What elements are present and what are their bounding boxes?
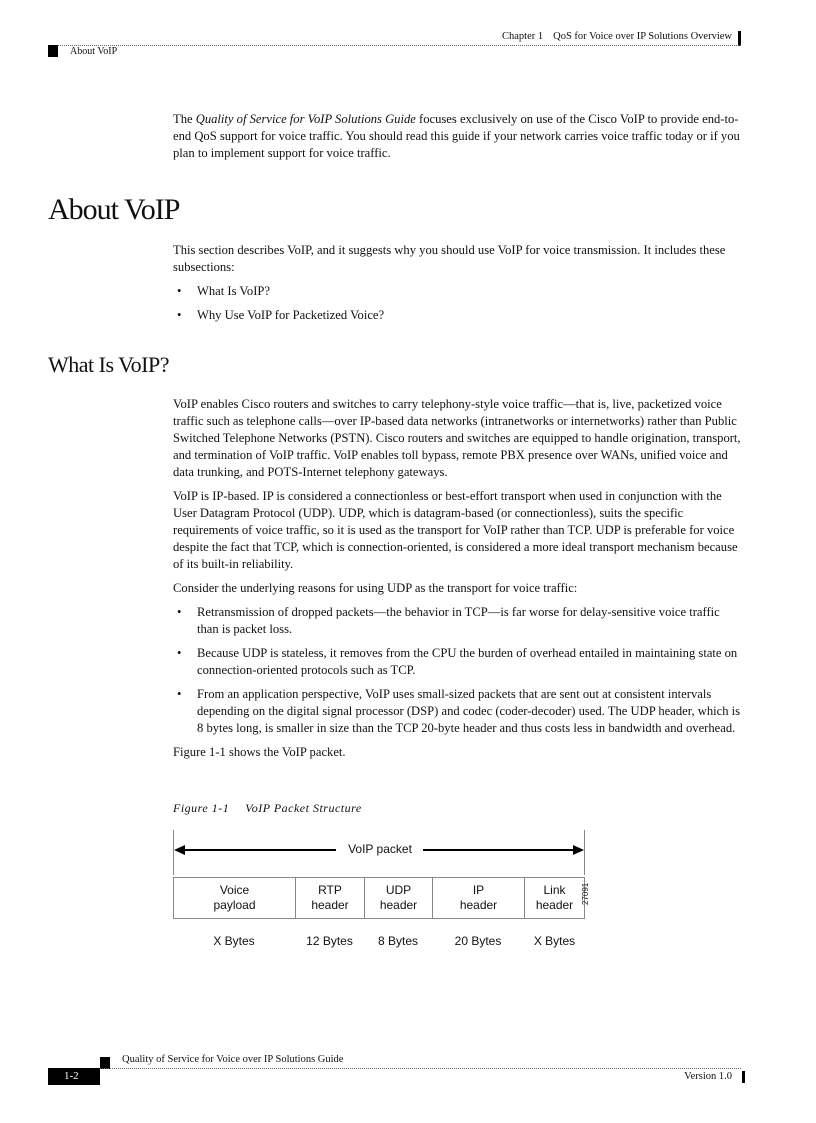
list-item: • From an application perspective, VoIP uses small-sized packets that are sent out at consistent intervals depending on the digital signal processor (DSP) and codec (coder-decoder) used. The UDP header, which is 8 bytes long, is smaller in size than the TCP 20-byte header and thus costs less in bandwidth and overhead.: [173, 686, 743, 737]
figure-caption: [173, 801, 362, 816]
section-header: About VoIP: [70, 46, 118, 57]
figure-id: 27091: [581, 882, 590, 905]
intro-post: focuses exclusively on use of the Cisco VoIP to provide end-to-end QoS support for voice traffic. You should read this guide if your network carries voice traffic today or if you plan to implement support for voice traffic.: [173, 112, 740, 160]
paragraph: Consider the underlying reasons for using UDP as the transport for voice traffic:: [173, 581, 578, 595]
cell-line: header: [459, 898, 498, 912]
intro-paragraph: [173, 111, 743, 169]
paragraph: VoIP is IP-based. IP is considered a connectionless or best-effort transport when used in conjunction with the User Datagram Protocol (UDP). UDP, which is datagram-based (or connectionless), suits the specific requirements of voice traffic, so it is used as the transport for VoIP rather than TCP. UDP is preferable for voice despite the fact that TCP, which is connection-oriented, is considered a more ideal transport mechanism because of its built-in reliability.: [173, 489, 738, 571]
bytes-label: 20 Bytes: [454, 934, 502, 948]
list-item: • Because UDP is stateless, it removes from the CPU the burden of overhead entailed in maintaining state on connection-oriented protocols such as TCP.: [173, 645, 743, 679]
footer-bar: [742, 1071, 745, 1083]
voip-packet-diagram: [173, 830, 613, 960]
packet-label: VoIP packet: [348, 842, 412, 856]
list-item: • What Is VoIP?: [173, 283, 743, 300]
cell-line: header: [379, 898, 418, 912]
about-text: This section describes VoIP, and it suggests why you should use VoIP for voice transmission. It includes these subsections:: [173, 243, 726, 274]
about-section: [173, 242, 743, 331]
figure-number: Figure 1-1: [173, 801, 230, 815]
cell-voice-payload: [173, 877, 295, 919]
cell-link-header: [524, 877, 585, 919]
paragraph: Figure 1-1 shows the VoIP packet.: [173, 745, 346, 759]
heading-about-voip: About VoIP: [48, 193, 180, 226]
cell-line: header: [311, 898, 349, 912]
header-marker: [48, 45, 58, 57]
header-rule: [48, 45, 741, 46]
bytes-label: X Bytes: [533, 934, 576, 948]
paragraph: VoIP enables Cisco routers and switches to carry telephony-style voice traffic—that is, live, packetized voice traffic such as telephone calls—over IP-based data networks (intranetworks or internetworks) rather than Public Switched Telephone Networks (PSTN). Cisco routers and switches are equipped to handle origination, transport, and termination of VoIP traffic. VoIP enables toll bypass, remote PBX presence over WANs, unified voice and data trunking, and POTS-Internet telephony gateways.: [173, 397, 741, 479]
cell-udp-header: [364, 877, 432, 919]
intro-pre: The: [173, 112, 196, 126]
cell-line: Voice: [219, 883, 250, 897]
version-label: Version 1.0: [684, 1071, 732, 1082]
page-number: 1-2: [48, 1068, 100, 1085]
cell-line: Link: [543, 883, 566, 897]
heading-what-is-voip: What Is VoIP?: [48, 352, 170, 377]
bytes-label: 12 Bytes: [306, 934, 353, 948]
cell-line: IP: [472, 883, 485, 897]
what-section: [173, 396, 743, 768]
footer-guide-title: Quality of Service for Voice over IP Solutions Guide: [122, 1054, 344, 1065]
chapter-number: Chapter 1: [502, 31, 544, 42]
running-header: [492, 31, 732, 42]
chapter-title: QoS for Voice over IP Solutions Overview: [553, 31, 732, 42]
bytes-label: X Bytes: [213, 934, 255, 948]
cell-line: header: [535, 898, 574, 912]
footer-rule: [100, 1068, 741, 1069]
cell-line: UDP: [385, 883, 412, 897]
list-item: • Retransmission of dropped packets—the behavior in TCP—is far worse for delay-sensitive voice traffic than is packet loss.: [173, 604, 743, 638]
cell-line: RTP: [318, 883, 342, 897]
figure-title: VoIP Packet Structure: [245, 801, 362, 815]
list-item: • Why Use VoIP for Packetized Voice?: [173, 307, 743, 324]
cell-rtp-header: [295, 877, 364, 919]
bytes-label: 8 Bytes: [377, 934, 419, 948]
header-bar: [738, 31, 741, 46]
cell-line: payload: [213, 898, 256, 912]
cell-ip-header: [432, 877, 524, 919]
guide-title: Quality of Service for VoIP Solutions Guide: [195, 112, 416, 126]
